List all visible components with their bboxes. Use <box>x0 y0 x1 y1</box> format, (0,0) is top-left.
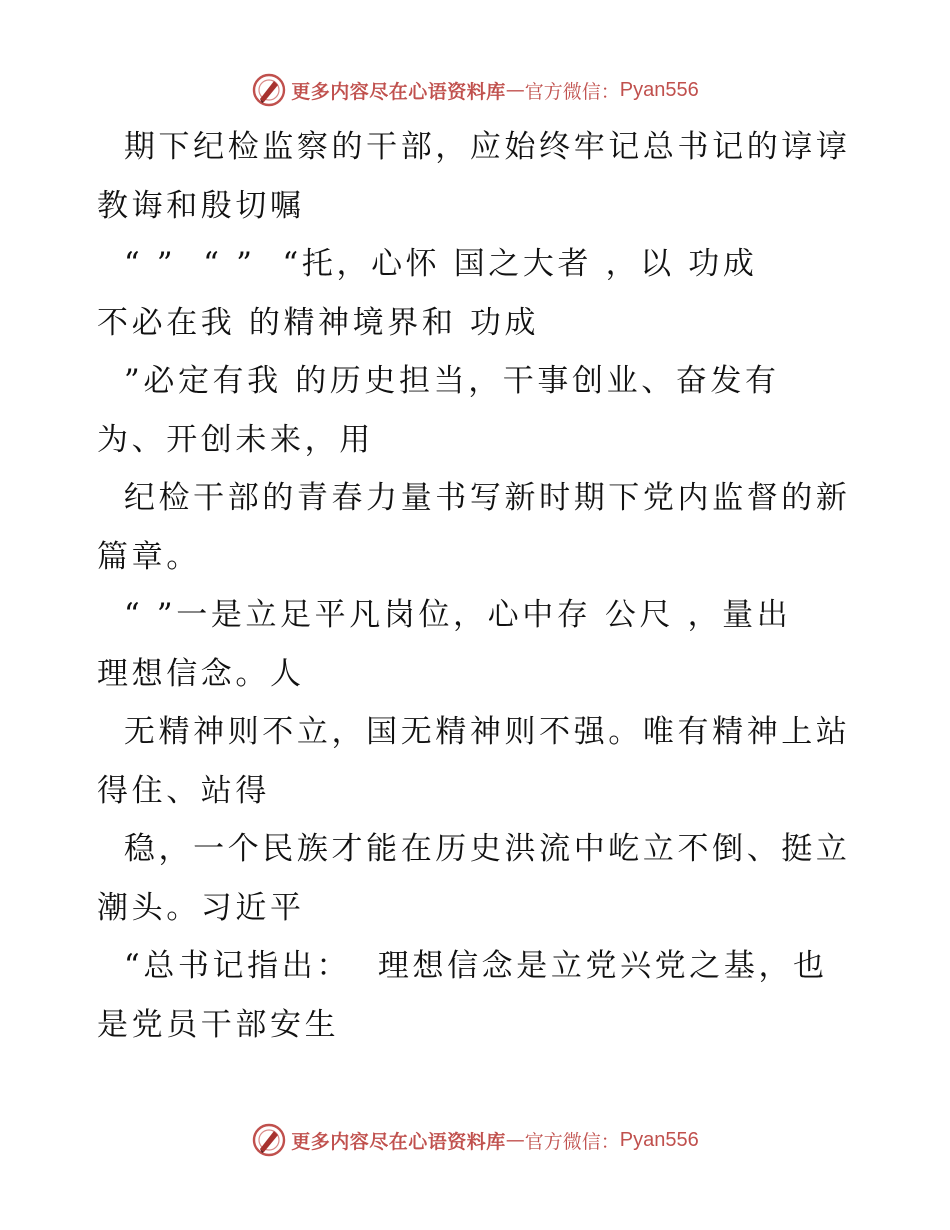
text-line: 期下纪检监察的干部，应始终牢记总书记的谆谆 <box>97 129 851 165</box>
text-line: 潮头。习近平 <box>97 889 305 926</box>
text-line: “ ”一是立足平凡岗位，心中存 公尺 ，量出 <box>97 597 792 633</box>
banner-handle: Pyan556 <box>619 1128 699 1151</box>
text-line: 为、开创未来，用 <box>97 421 374 458</box>
pen-logo-icon <box>251 72 287 108</box>
text-line: 无精神则不立，国无精神则不强。唯有精神上站 <box>97 714 851 750</box>
banner-dash: — <box>505 1129 525 1151</box>
text-line: 是党员干部安生 <box>97 1006 340 1043</box>
document-body <box>97 118 857 1054</box>
header-banner <box>0 70 950 110</box>
pen-logo-icon <box>251 1122 287 1158</box>
text-line: 理想信念。人 <box>97 655 305 692</box>
banner-wechat-label: 官方微信： <box>524 1130 620 1153</box>
text-line: 教诲和殷切嘱 <box>97 187 305 224</box>
footer-banner <box>0 1120 950 1160</box>
text-line: “ ” “ ” “托，心怀 国之大者 ，以 功成 <box>97 246 758 282</box>
banner-brand: 更多内容尽在心语资料库 <box>291 1130 506 1153</box>
text-line: 篇章。 <box>97 538 201 575</box>
text-line: 不必在我 的精神境界和 功成 <box>97 304 540 341</box>
text-line: 纪检干部的青春力量书写新时期下党内监督的新 <box>97 480 851 516</box>
banner-handle: Pyan556 <box>619 78 699 101</box>
text-line: “总书记指出： 理想信念是立党兴党之基，也 <box>97 948 828 984</box>
banner-dash: — <box>505 79 525 101</box>
text-line: 得住、站得 <box>97 772 270 809</box>
text-line: ”必定有我 的历史担当，干事创业、奋发有 <box>97 363 780 399</box>
banner-wechat-label: 官方微信： <box>524 80 620 103</box>
banner-brand: 更多内容尽在心语资料库 <box>291 80 506 103</box>
text-line: 稳，一个民族才能在历史洪流中屹立不倒、挺立 <box>97 831 851 867</box>
